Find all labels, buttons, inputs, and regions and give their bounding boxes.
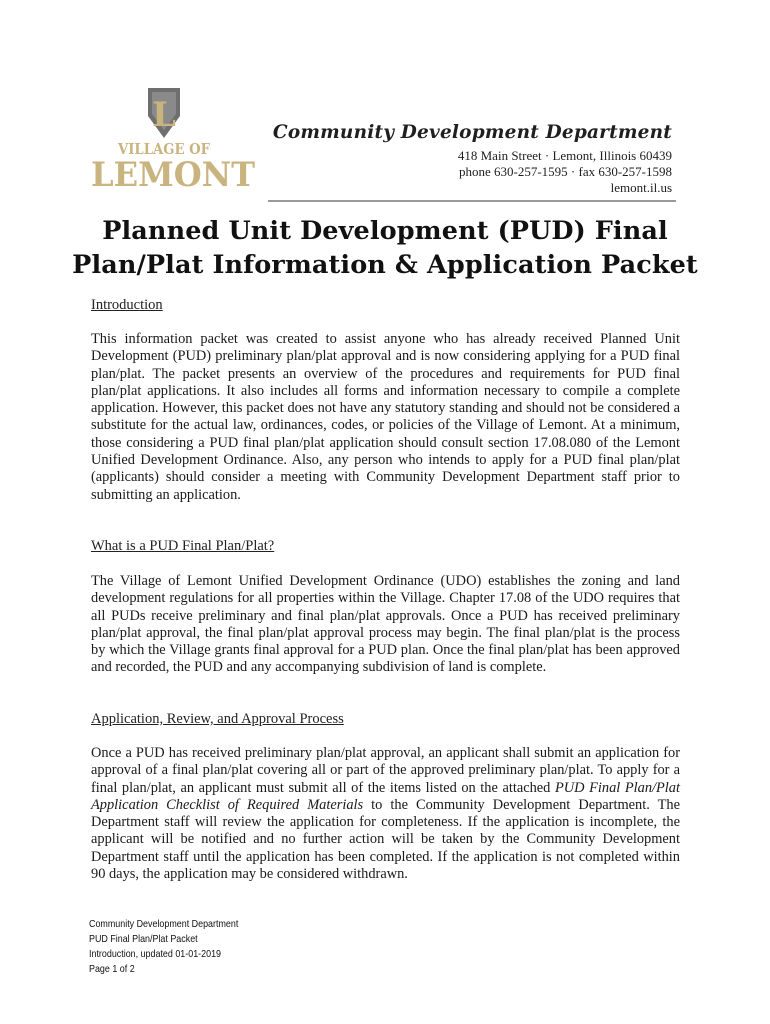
logo-line1: VILLAGE OF [117, 140, 211, 158]
phone-fax-line: phone 630-257-1595 · fax 630-257-1598 [458, 164, 672, 179]
title-line-1: Planned Unit Development (PUD) Final [102, 216, 668, 246]
footer-updated: Introduction, updated 01-01-2019 [89, 948, 222, 960]
document-title [60, 214, 710, 282]
checklist-title: PUD Final Plan/Plat Application Checklist of Required Materials [91, 779, 680, 813]
section-heading-what-is: What is a PUD Final Plan/Plat? [91, 538, 275, 554]
process-text-part2: to the Community Development Department. The Department staff will review the application for completeness. If the application is incomplete, the applicant will be notified and no further action will be taken by the Community Development Department staff until the application has been completed. If the application is not completed within 90 days, the application may be considered withdrawn. [91, 796, 680, 883]
process-text-part1: Once a PUD has received preliminary plan/plat approval, an applicant shall submit an application for approval of a final plan/plat covering all or part of the approved preliminary plan/plat. To apply for a final plan/plat, an applicant must submit all of the items listed on the attached [91, 745, 680, 796]
address-line: 418 Main Street · Lemont, Illinois 60439 [457, 148, 672, 163]
header-divider [268, 200, 676, 202]
department-name: Community Development Department [272, 122, 672, 143]
title-line-2: Plan/Plat Information & Application Packet [72, 250, 698, 280]
footer-packet-name: PUD Final Plan/Plat Packet [89, 933, 198, 945]
logo-letter: L [152, 95, 176, 135]
section-heading-process: Application, Review, and Approval Process [91, 711, 344, 727]
village-of-lemont-logo [88, 86, 258, 190]
section-body-what-is: The Village of Lemont Unified Development Ordinance (UDO) establishes the zoning and land development regulations for all properties within the Village. Chapter 17.08 of the UDO requires that all PUDs receive preliminary and final plan/plat approvals. Once a PUD has received preliminary plan/plat approval, the final plan/plat approval process may begin. The final plan/plat is the process by which the Village grants final approval for a PUD plan. Once the final plan/plat has been approved and recorded, the PUD and any accompanying subdivision of land is complete. [91, 573, 680, 676]
section-body-introduction: This information packet was created to assist anyone who has already received Planned Unit Development (PUD) preliminary plan/plat approval and is now considering applying for a PUD final plan/plat. The packet presents an overview of the procedures and requirements for PUD final plan/plat applications. It also includes all forms and information necessary to compile a complete application. However, this packet does not have any statutory standing and should not be considered a substitute for the actual law, ordinances, codes, or policies of the Village of Lemont. At a minimum, those considering a PUD final plan/plat application should consult section 17.08.080 of the Lemont Unified Development Ordinance. Also, any person who intends to apply for a PUD final plan/plat (applicants) should consider a meeting with Community Development Department staff prior to submitting an application. [91, 331, 680, 503]
footer-page-number: Page 1 of 2 [89, 963, 135, 975]
section-body-process [91, 745, 680, 883]
logo-line2: LEMONT [91, 155, 255, 190]
section-heading-introduction: Introduction [91, 297, 163, 313]
footer-department: Community Development Department [89, 918, 239, 930]
website: lemont.il.us [610, 180, 672, 195]
